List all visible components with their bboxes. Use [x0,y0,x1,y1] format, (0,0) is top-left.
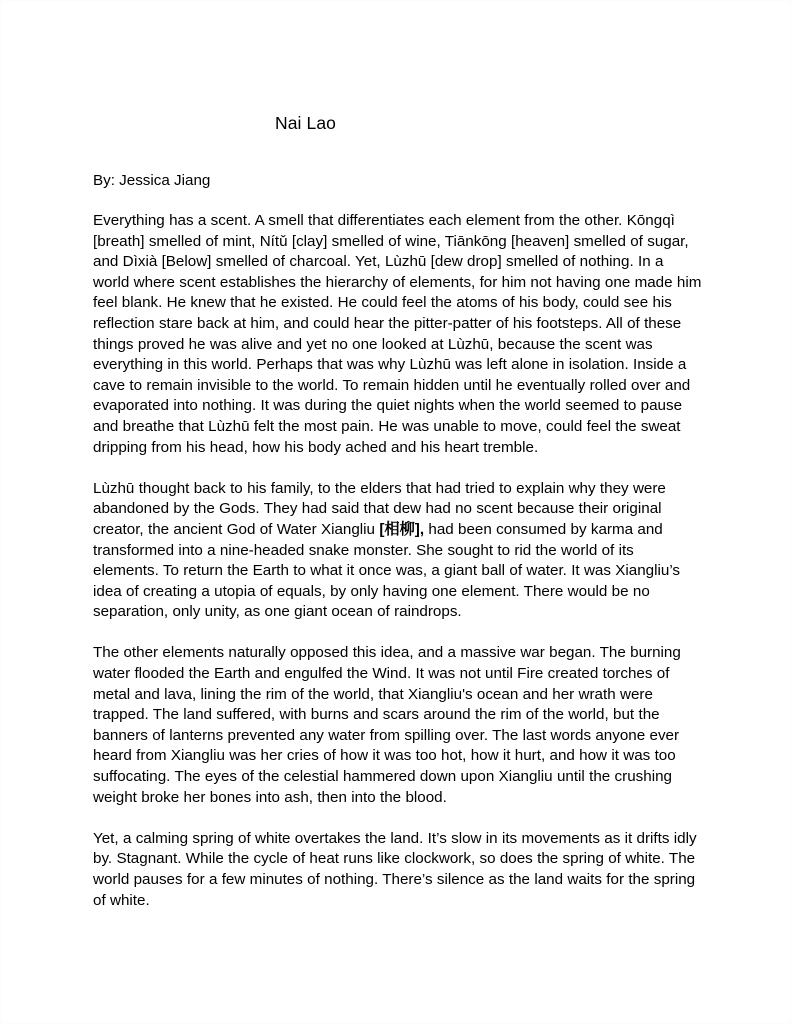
paragraph-1: Everything has a scent. A smell that differentiates each element from the other. Kōngqì [breath] smelled of mint, Nítǔ [clay] smelled of wine, Tiānkōng [heaven] smelled of sugar, and Dìxià [Below] smelled of charcoal. Yet, Lùzhū [dew drop] smelled of nothing. In a world where scent establishes the hierarchy of elements, for him not having one made him feel blank. He knew that he existed. He could feel the atoms of his body, could see his reflection stare back at him, and could hear the pitter-patter of his footsteps. All of these things proved he was alive and yet no one looked at Lùzhū, because the scent was everything in this world. Perhaps that was why Lùzhū was left alone in isolation. Inside a cave to remain invisible to the world. To remain hidden until he eventually rolled over and evaporated into nothing. It was during the quiet nights when the world seemed to pause and breathe that Lùzhū felt the most pain. He was unable to move, could feel the sweat dripping from his head, how his body ached and his heart tremble. [93,212,702,456]
paragraph-4: Yet, a calming spring of white overtakes the land. It’s slow in its movements as it drifts idly by. Stagnant. While the cycle of heat runs like clockwork, so does the spring of white. The world pauses for a few minutes of nothing. There’s silence as the land waits for the spring of white. [93,829,697,909]
paragraph-2-text-before-bold: Lùzhū thought back to his family, to the elders that had tried to explain why they were abandoned by the Gods. They had said that dew had no scent because their original creator, the ancient God of Water Xiangliu [93,479,666,538]
paragraph-container [93,211,702,911]
paragraph-3: The other elements naturally opposed this idea, and a massive war began. The burning water flooded the Earth and engulfed the Wind. It was not until Fire created torches of metal and lava, lining the rim of the world, that Xiangliu's ocean and her wrath were trapped. The land suffered, with burns and scars around the rim of the world, but the banners of lanterns prevented any water from spilling over. The last words anyone ever heard from Xiangliu was her cries of how it was too hot, how it hurt, and how it was too suffocating. The eyes of the celestial hammered down upon Xiangliu until the crushing weight broke her bones into ash, then into the blood. [93,644,681,806]
paragraph-2-text-after-bold: had been consumed by karma and transformed into a nine-headed snake monster. She sought to rid the world of its elements. To return the Earth to what it once was, a giant ball of water. It was Xiangliu’s idea of creating a utopia of equals, by only having one element. There would be no separation, only unity, as one giant ocean of raindrops. [93,520,681,621]
paragraph-2 [93,479,702,623]
xiangliu-chinese-name-bold: [相柳], [379,520,425,538]
byline: By: Jessica Jiang [93,172,211,189]
page-title: Nai Lao [274,113,337,133]
